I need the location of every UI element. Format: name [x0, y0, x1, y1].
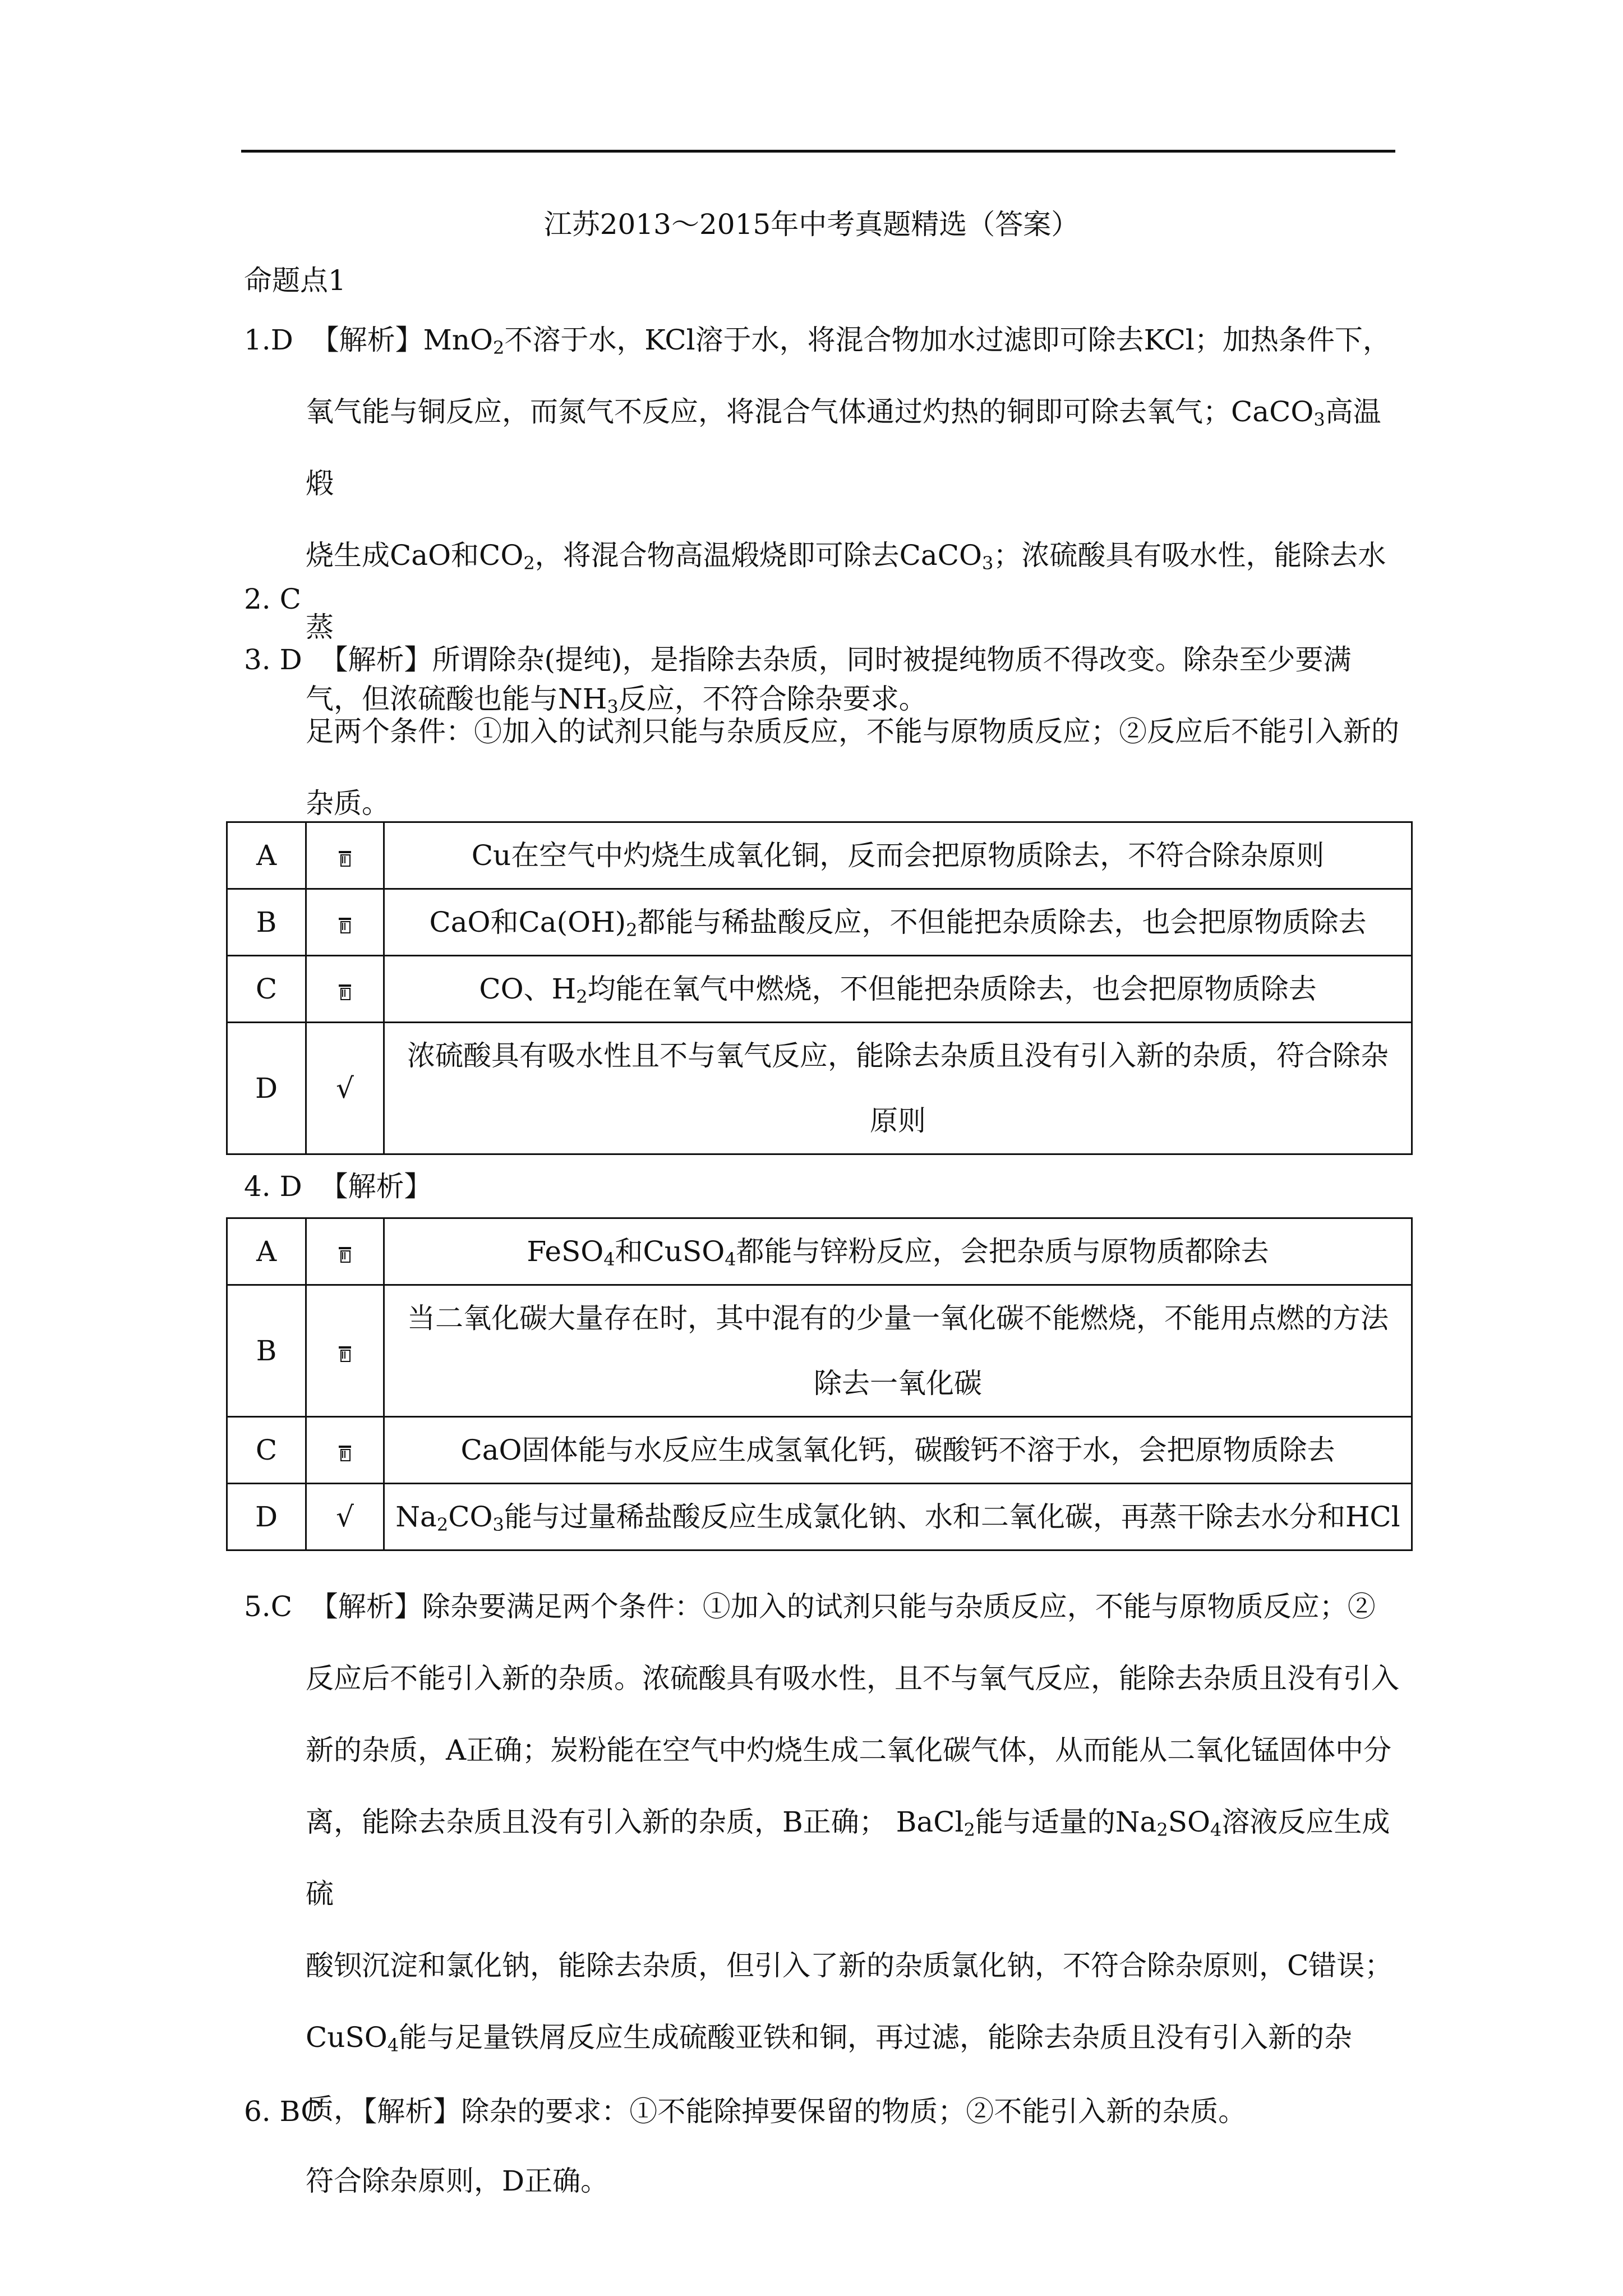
- option-letter: A: [227, 822, 306, 889]
- option-analysis: 浓硫酸具有吸水性且不与氧气反应，能除去杂质且没有引入新的杂质，符合除杂 原则: [384, 1023, 1412, 1154]
- table-row: [227, 1285, 1412, 1417]
- answer-5-line-6: CuSO$_4$能与足量铁屑反应生成硫酸亚铁和铜，再过滤，能除去杂质且没有引入新的杂质，: [306, 2021, 1353, 2125]
- correct-mark: √: [306, 1484, 384, 1550]
- option-analysis: 当二氧化碳大量存在时，其中混有的少量一氧化碳不能燃烧，不能用点燃的方法 除去一氧化碳: [384, 1285, 1412, 1417]
- analysis-marker: 【解析】: [320, 643, 432, 676]
- option-analysis: $Na_2CO_3$能与过量稀盐酸反应生成氯化钠、水和二氧化碳，再蒸干除去水分和HCl: [384, 1484, 1412, 1550]
- answer-1-line-3: 烧生成CaO和$CO_2$，将混合物高温煅烧即可除去CaCO$_3$；浓硫酸具有吸水性，能除去水蒸: [306, 539, 1386, 643]
- wrong-mark: [306, 1285, 384, 1417]
- table-row: [227, 889, 1412, 956]
- analysis-marker: 【解析】: [310, 1590, 422, 1623]
- option-letter: B: [227, 889, 306, 956]
- answer-1-line-2: 氧气能与铜反应，而氮气不反应，将混合气体通过灼热的铜即可除去氧气；CaCO$_3$高温煅: [306, 395, 1381, 500]
- option-letter: B: [227, 1285, 306, 1417]
- wrong-mark: [306, 956, 384, 1023]
- page-title: 江苏2013～2015年中考真题精选（答案）: [543, 208, 1080, 241]
- answer-number: 3. D: [244, 643, 302, 676]
- option-analysis: FeSO$_4$和CuSO$_4$都能与锌粉反应，会把杂质与原物质都除去: [384, 1218, 1412, 1285]
- analysis-table-1: [226, 821, 1413, 1155]
- option-analysis: Cu在空气中灼烧生成氧化铜，反而会把原物质除去，不符合除杂原则: [384, 822, 1412, 889]
- trash-icon: [339, 1444, 351, 1460]
- wrong-mark: [306, 822, 384, 889]
- answer-number: 1.D: [244, 324, 293, 356]
- option-letter: D: [227, 1023, 306, 1154]
- answer-number: 4. D: [244, 1170, 302, 1203]
- answer-5-line-2: 反应后不能引入新的杂质。浓硫酸具有吸水性，且不与氧气反应，能除去杂质且没有引入: [306, 1662, 1399, 1695]
- table-row: [227, 1023, 1412, 1154]
- trash-icon: [339, 983, 351, 999]
- answer-5-line-4: 离，能除去杂质且没有引入新的杂质，B正确； BaCl$_2$能与适量的$Na_2SO_4$溶液反应生成硫: [306, 1806, 1390, 1910]
- wrong-mark: [306, 1218, 384, 1285]
- answer-number: 6. BC: [244, 2095, 322, 2128]
- trash-icon: [339, 917, 351, 932]
- option-letter: C: [227, 956, 306, 1023]
- answer-2-text: 2. C: [244, 583, 301, 615]
- option-letter: D: [227, 1484, 306, 1550]
- table-row: [227, 1484, 1412, 1550]
- trash-icon: [339, 1246, 351, 1262]
- option-letter: A: [227, 1218, 306, 1285]
- answer-5-line-5: 酸钡沉淀和氯化钠，能除去杂质，但引入了新的杂质氯化钠，不符合除杂原则，C错误；: [306, 1949, 1393, 1982]
- trash-icon: [339, 850, 351, 866]
- option-analysis: CaO和$Ca(OH)_2$都能与稀盐酸反应，不但能把杂质除去，也会把原物质除去: [384, 889, 1412, 956]
- answer-1-line-4: 气，但浓硫酸也能与$NH_3$反应，不符合除杂要求。: [306, 683, 927, 717]
- answer-4: [244, 1151, 1399, 1222]
- answer-5-line-1: 5.C 【解析】除杂要满足两个条件：①加入的试剂只能与杂质反应，不能与原物质反应；②: [244, 1590, 1376, 1623]
- option-analysis: CO、$H_2$均能在氧气中燃烧，不但能把杂质除去，也会把原物质除去: [384, 956, 1412, 1023]
- option-letter: C: [227, 1417, 306, 1484]
- answer-3-line-3: 杂质。: [306, 787, 390, 820]
- correct-mark: √: [306, 1023, 384, 1154]
- answer-6: [244, 2076, 1399, 2147]
- answer-3-line-1: 3. D 【解析】所谓除杂(提纯)，是指除去杂质，同时被提纯物质不得改变。除杂至少要满: [244, 643, 1352, 676]
- table-row: [227, 822, 1412, 889]
- section-heading: 命题点1: [244, 264, 346, 297]
- option-analysis: CaO固体能与水反应生成氢氧化钙，碳酸钙不溶于水，会把原物质除去: [384, 1417, 1412, 1484]
- analysis-table-2: [226, 1217, 1413, 1551]
- header-rule: [241, 150, 1395, 153]
- wrong-mark: [306, 889, 384, 956]
- table-row: [227, 1218, 1412, 1285]
- answer-5-line-7: 符合除杂原则，D正确。: [306, 2165, 609, 2197]
- table-row: [227, 956, 1412, 1023]
- analysis-marker: 【解析】: [349, 2095, 462, 2128]
- answer-6-line-1: 6. BC 【解析】除杂的要求：①不能除掉要保留的物质；②不能引入新的杂质。: [244, 2095, 1247, 2128]
- analysis-marker: 【解析】: [311, 324, 423, 356]
- answer-4-line-1: [244, 1151, 1399, 1222]
- answer-3: [244, 624, 1399, 839]
- analysis-marker: 【解析】: [320, 1170, 432, 1203]
- trash-icon: [339, 1345, 351, 1361]
- answer-1-line-1: 1.D 【解析】MnO$_2$不溶于水，KCl溶于水，将混合物加水过滤即可除去KCl；加热条件下，: [244, 324, 1391, 358]
- wrong-mark: [306, 1417, 384, 1484]
- answer-3-line-2: 足两个条件：①加入的试剂只能与杂质反应，不能与原物质反应；②反应后不能引入新的: [306, 715, 1399, 748]
- answer-number: 5.C: [244, 1590, 292, 1623]
- answer-5-line-3: 新的杂质，A正确；炭粉能在空气中灼烧生成二氧化碳气体，从而能从二氧化锰固体中分: [306, 1734, 1392, 1766]
- table-row: [227, 1417, 1412, 1484]
